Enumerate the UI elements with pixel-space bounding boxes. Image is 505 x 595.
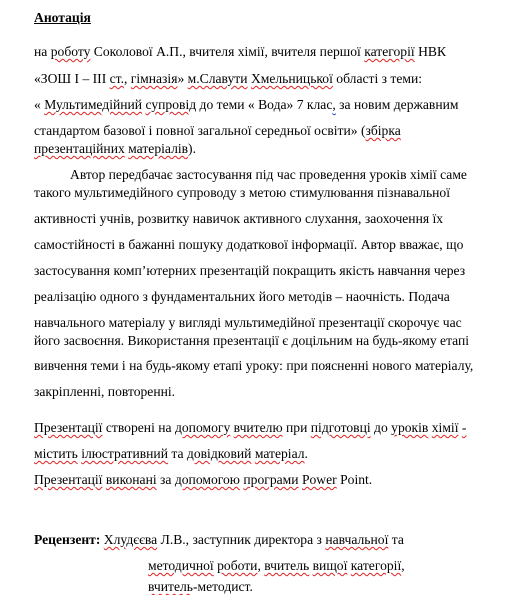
flagged-word: Презентації — [34, 420, 103, 435]
flagged-word: роботу — [50, 44, 91, 59]
flagged-word: збірка — [365, 123, 401, 138]
flagged-word: програми — [243, 472, 299, 487]
text-run: ). — [188, 141, 196, 156]
text-run: Соколової А.П., вчителя хімії, вчителя першої — [90, 44, 365, 59]
flagged-word: уроків — [391, 420, 429, 435]
text-run: « — [34, 97, 45, 112]
text-run: на — [34, 44, 51, 59]
reviewer-line-2 — [148, 558, 405, 574]
intro-line-5 — [34, 141, 196, 157]
flagged-word: Мультимедійний — [44, 97, 143, 112]
text-run: Point. — [336, 472, 373, 487]
flagged-word: ілюстративний — [81, 446, 168, 461]
flagged-word: Power — [301, 472, 337, 487]
presentations-line-2 — [34, 446, 308, 462]
text-run: НВК — [414, 44, 447, 59]
presentations-line-3 — [34, 472, 372, 488]
reviewer-line-1 — [34, 532, 404, 548]
flagged-word: вищої — [312, 558, 348, 573]
flagged-word: вчитель — [148, 579, 193, 594]
intro-line-2 — [34, 71, 422, 87]
text-run: за — [156, 472, 175, 487]
flagged-word: матеріал — [254, 446, 305, 461]
body-line-2: такого мультимедійного супроводу з метою стимулювання пізнавальної — [34, 185, 450, 200]
flagged-word: супровід — [145, 97, 197, 112]
text-run: » — [177, 71, 188, 86]
body-line-5: застосування комп’ютерних презентацій покращить якість навчання через — [34, 263, 466, 278]
text-run: , — [257, 558, 265, 573]
flagged-word: Хмельницької — [250, 71, 333, 86]
flagged-word: допомогою — [174, 472, 240, 487]
annotation-heading: Анотація — [34, 10, 91, 25]
flagged-word: допомогу — [174, 420, 231, 435]
text-run: до теми « Вода» 7 клас — [196, 97, 333, 112]
text-run: до — [370, 420, 392, 435]
text-run: Л.В., заступник директора з — [157, 532, 326, 547]
text-run: стандартом базової і повної загальної середньої освіти» ( — [34, 123, 366, 138]
text-run: та — [167, 446, 187, 461]
flagged-word: ст. — [109, 71, 124, 86]
body-line-3: активності учнів, розвитку навичок активного слухання, заохочення їх — [34, 211, 444, 226]
flagged-word: вчитель — [264, 558, 310, 573]
body-line-4: самостійності в бажанні пошуку додаткової інформації. Автор вважає, що — [34, 237, 464, 252]
body-line-8: його засвоєння. Використання презентації є доцільним на будь-якому етапі — [34, 333, 470, 348]
text-run: -методист. — [192, 579, 253, 594]
reviewer-name-position — [100, 532, 404, 547]
text-run: та — [388, 532, 404, 547]
body-line-9: вивчення теми і на будь-якому етапі уроку: при поясненні нового матеріалу, — [34, 358, 474, 373]
flagged-word: Хлудєєва — [103, 532, 158, 547]
flagged-word: , — [332, 97, 336, 112]
flagged-word: підготовці — [310, 420, 371, 435]
flagged-word: роботи — [217, 558, 258, 573]
text-run: «ЗОШ І – ІІІ — [34, 71, 110, 86]
flagged-word: матеріалів — [128, 141, 189, 156]
flagged-word: презентаційних — [34, 141, 125, 156]
text-run: області з теми: — [332, 71, 423, 86]
intro-line-4 — [34, 123, 401, 139]
text-run: створені на — [102, 420, 175, 435]
text-run: . — [304, 446, 308, 461]
flagged-word: - — [461, 420, 467, 435]
presentations-line-1 — [34, 420, 466, 436]
flagged-word: м.Славути — [187, 71, 248, 86]
body-line-10: закріпленні, повторенні. — [34, 384, 176, 399]
flagged-word: хімії — [431, 420, 459, 435]
reviewer-label: Рецензент: — [34, 532, 101, 547]
flagged-word: Презентації — [34, 472, 103, 487]
flagged-word: гімназія — [130, 71, 178, 86]
flagged-word: навчальної — [325, 532, 389, 547]
intro-line-3 — [34, 97, 459, 113]
text-run: , — [124, 71, 131, 86]
body-line-7: навчального матеріалу у вигляді мультимедійної презентації скорочує час — [34, 315, 462, 330]
text-run: за новим державним — [335, 97, 459, 112]
flagged-word: вчителю — [233, 420, 283, 435]
flagged-word: категорії — [350, 558, 402, 573]
flagged-word: містить — [34, 446, 78, 461]
flagged-word: категорії — [364, 44, 415, 59]
text-run: , — [401, 558, 405, 573]
intro-line-1 — [34, 44, 446, 60]
flagged-word: методичної — [148, 558, 214, 573]
flagged-word: виконані — [105, 472, 157, 487]
body-line-1: Автор передбачає застосування під час проведення уроків хімії саме — [70, 167, 467, 182]
flagged-word: довідковий — [186, 446, 252, 461]
text-run: при — [282, 420, 311, 435]
body-line-6: реалізацію одного з фундаментальних його методів – наочність. Подача — [34, 289, 450, 304]
